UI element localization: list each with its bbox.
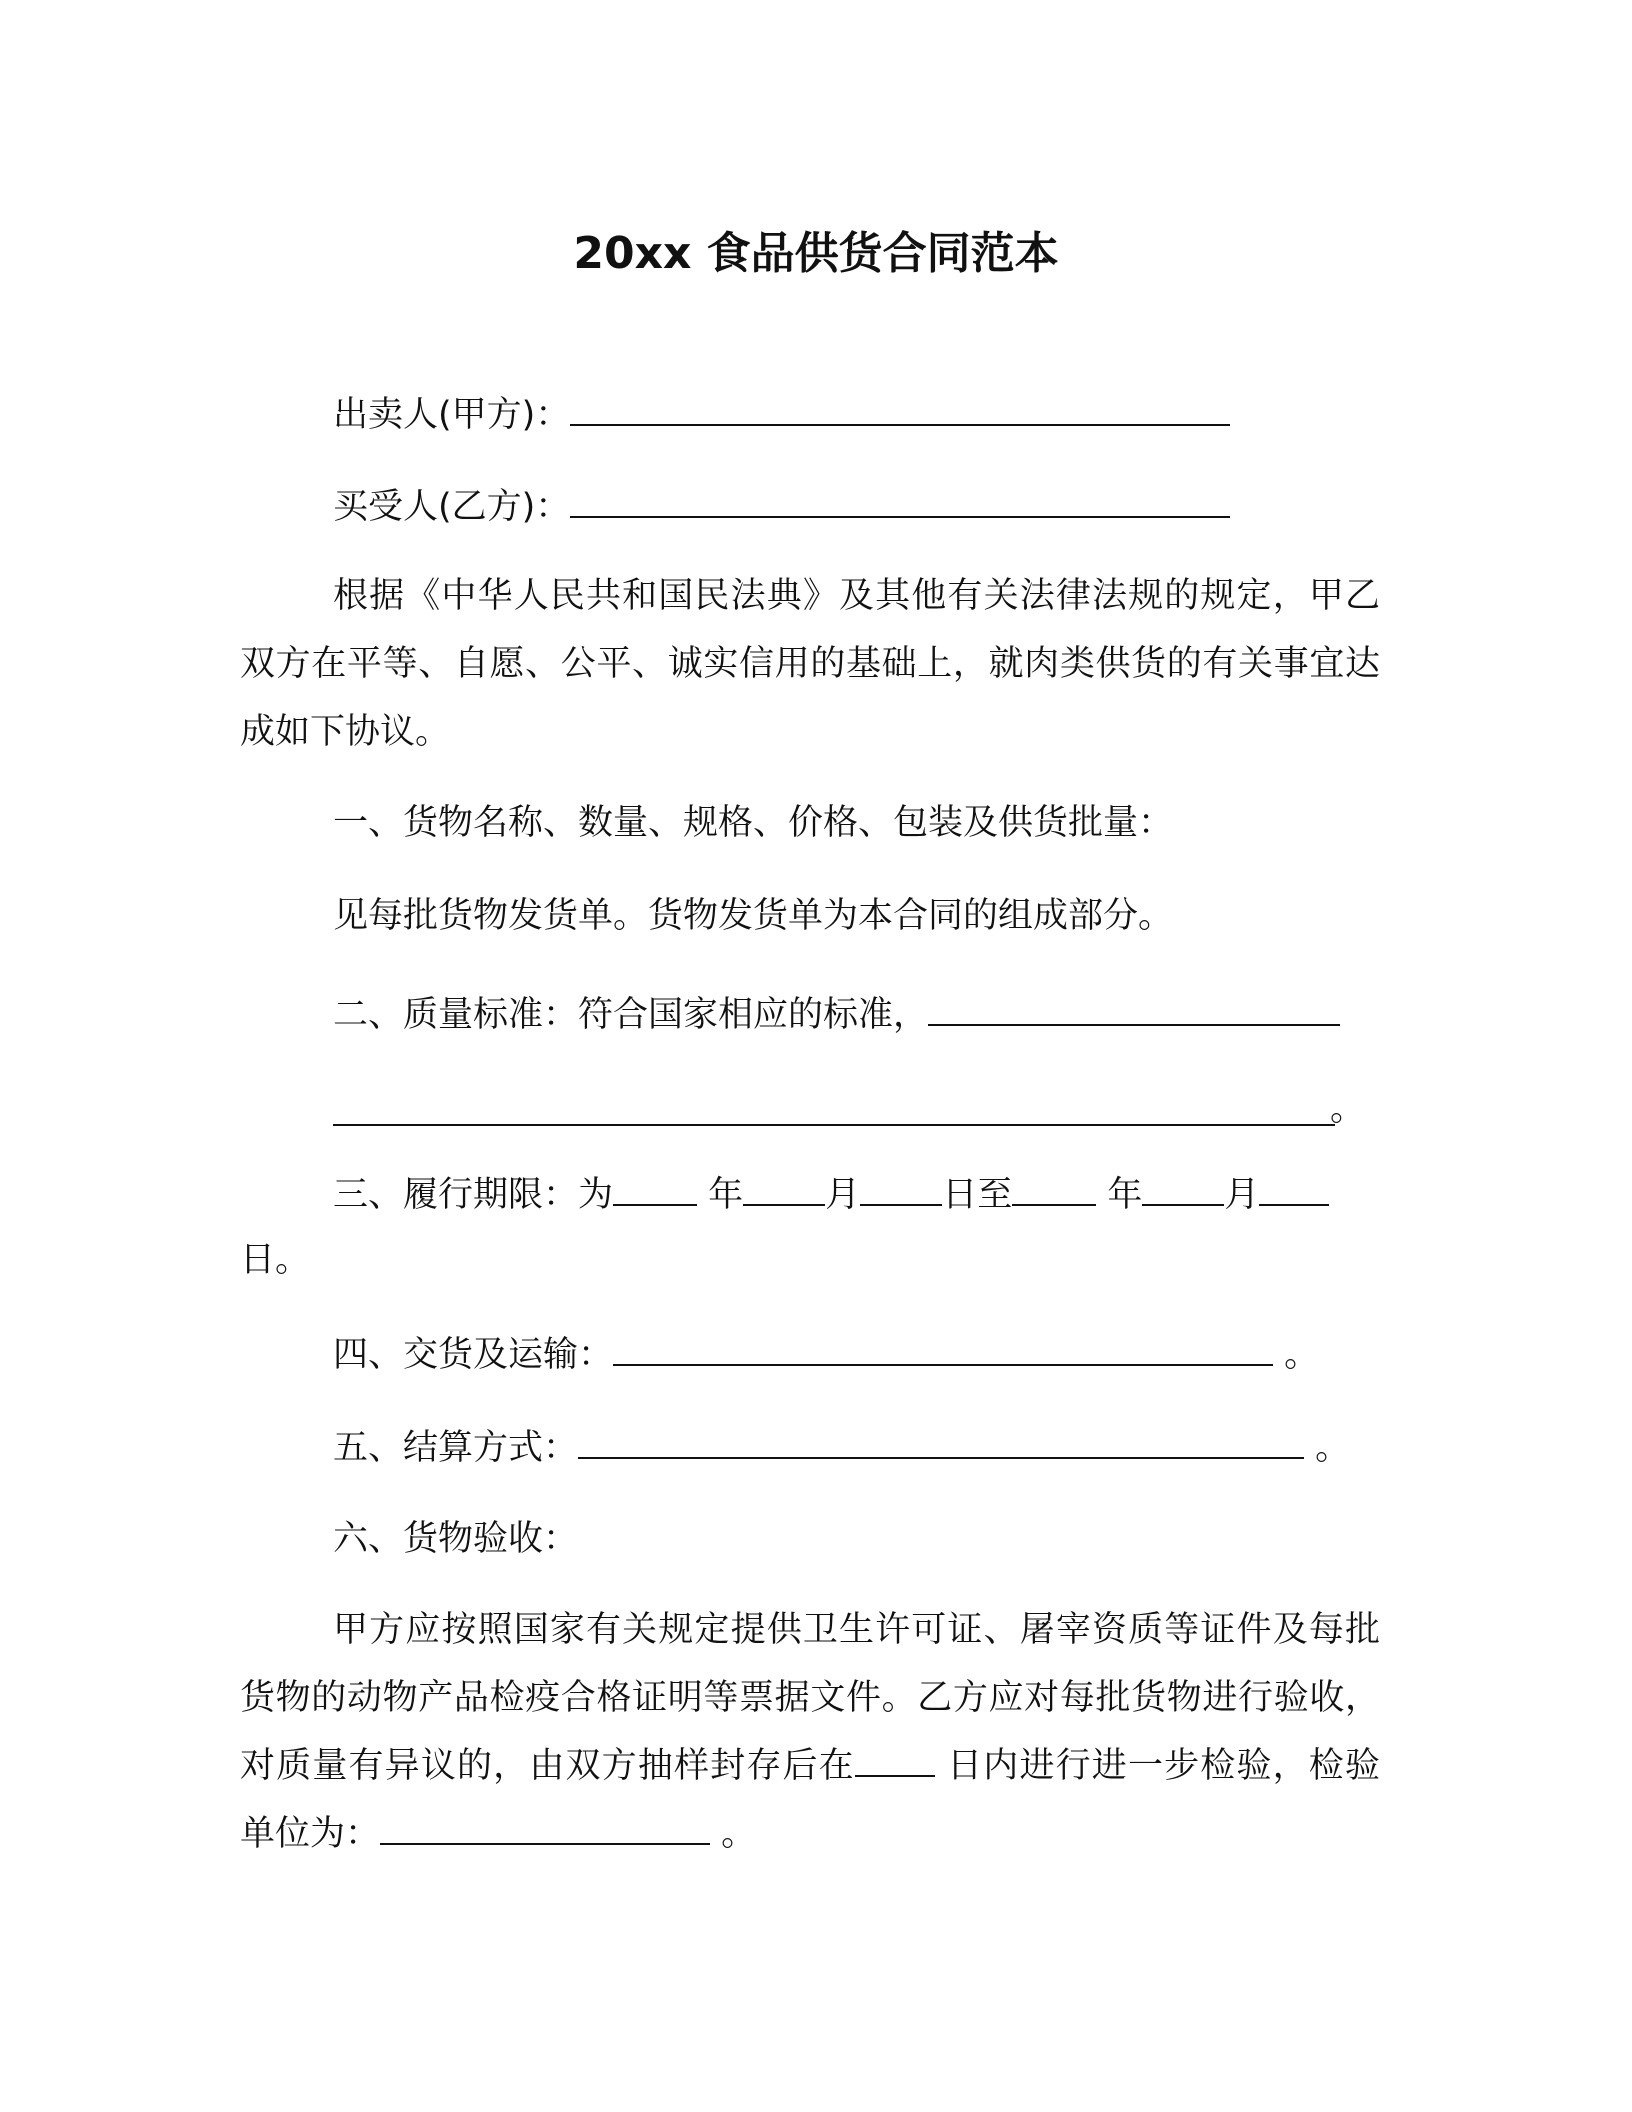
section2-text: 二、质量标准：符合国家相应的标准， [333, 995, 929, 1035]
start-month-label: 月 [825, 1175, 861, 1215]
end-year-blank[interactable] [1012, 1170, 1096, 1206]
section2-line [333, 990, 1340, 1038]
inspection-days-blank[interactable] [855, 1741, 935, 1777]
section1-body: 见每批货物发货单。货物发货单为本合同的组成部分。 [333, 896, 1174, 936]
section6-heading: 六、货物验收： [333, 1519, 579, 1559]
section6-body [240, 1596, 1380, 1868]
section3-prefix: 三、履行期限：为 [333, 1175, 614, 1215]
section5-end: 。 [1315, 1428, 1351, 1468]
end-month-blank[interactable] [1142, 1170, 1224, 1206]
section3-tail: 日。 [240, 1240, 311, 1280]
start-month-blank[interactable] [743, 1170, 825, 1206]
buyer-line [333, 482, 1230, 530]
seller-label: 出卖人(甲方)： [333, 395, 571, 435]
start-day-blank[interactable] [860, 1170, 942, 1206]
quality-standard-blank-continued[interactable] [333, 1090, 1335, 1126]
end-year-label: 年 [1107, 1175, 1143, 1215]
quality-standard-blank[interactable] [928, 990, 1340, 1026]
section4-line [333, 1330, 1319, 1378]
section6-body-part1: 甲方应按照国家有关规定提供卫生许可证、屠宰资质等证件及每批货物的动物产品检疫合格证明等票据文件。乙方应对每批货物进行验收，对质量有异议的，由双方抽样封存后在 [240, 1610, 1380, 1786]
section5-text: 五、结算方式： [333, 1428, 579, 1468]
document-title: 20xx 食品供货合同范本 [573, 228, 1059, 279]
section4-text: 四、交货及运输： [333, 1335, 614, 1375]
inspection-unit-blank[interactable] [380, 1809, 710, 1845]
seller-line [333, 390, 1230, 438]
end-day-blank[interactable] [1259, 1170, 1329, 1206]
end-month-label: 月 [1224, 1175, 1260, 1215]
buyer-label: 买受人(乙方)： [333, 487, 571, 527]
delivery-transport-blank[interactable] [613, 1330, 1273, 1366]
section6-end: 。 [721, 1814, 757, 1854]
start-day-to-label: 日至 [942, 1175, 1013, 1215]
preamble-paragraph: 根据《中华人民共和国民法典》及其他有关法律法规的规定，甲乙双方在平等、自愿、公平、诚实信用的基础上，就肉类供货的有关事宜达成如下协议。 [240, 576, 1380, 752]
section1-heading: 一、货物名称、数量、规格、价格、包装及供货批量： [333, 803, 1174, 843]
section4-end: 。 [1284, 1335, 1320, 1375]
buyer-blank[interactable] [570, 482, 1230, 518]
section3-line [333, 1170, 1329, 1218]
start-year-label: 年 [708, 1175, 744, 1215]
section6-body-part2: 日内进行进一步检验，检验单位为： [240, 1746, 1380, 1854]
section5-line [333, 1423, 1350, 1471]
seller-blank[interactable] [570, 390, 1230, 426]
section2-end: 。 [1330, 1089, 1366, 1129]
start-year-blank[interactable] [613, 1170, 697, 1206]
settlement-method-blank[interactable] [578, 1423, 1304, 1459]
